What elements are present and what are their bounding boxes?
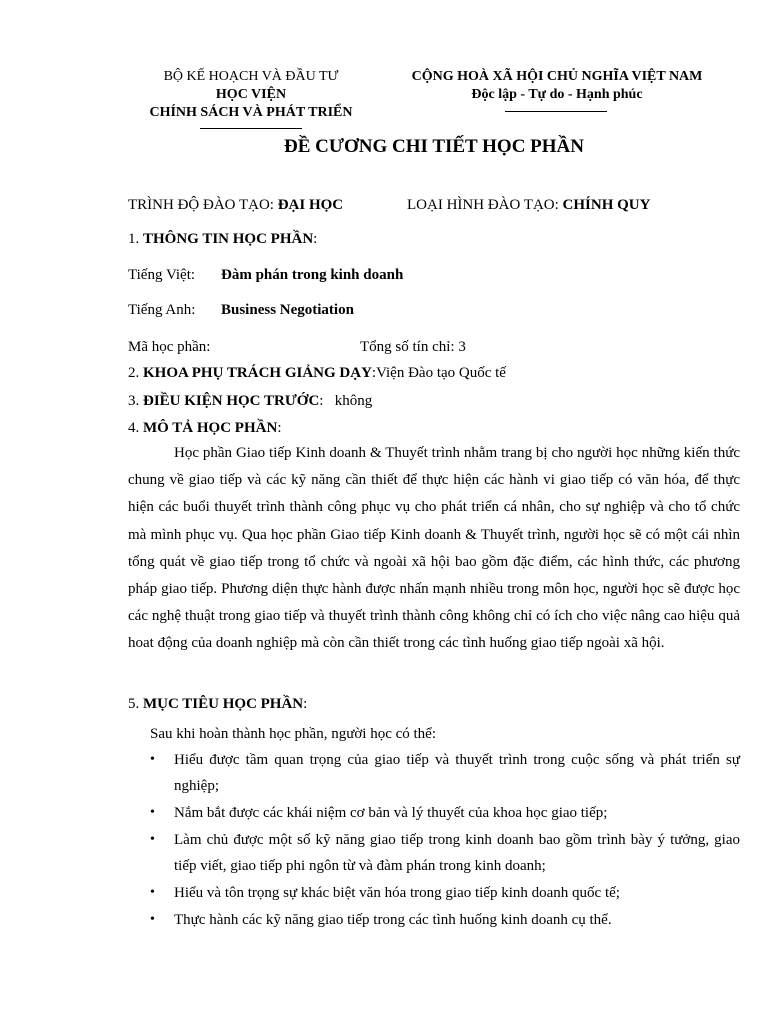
section1-heading [128, 228, 317, 250]
bullet-icon: • [150, 885, 155, 900]
ministry-name: BỘ KẾ HOẠCH VÀ ĐẦU TƯ [163, 69, 339, 84]
header-republic [390, 68, 724, 104]
section5-number: 5. [128, 696, 143, 712]
section1-title: THÔNG TIN HỌC PHẦN [143, 231, 314, 247]
section2-title: KHOA PHỤ TRÁCH GIẢNG DẠY [143, 365, 372, 381]
republic-name: CỘNG HOÀ XÃ HỘI CHỦ NGHĨA VIỆT NAM [411, 69, 703, 84]
section3-number: 3. [128, 393, 143, 409]
en-name-label: Tiếng Anh: [128, 302, 196, 318]
bullet-icon: • [150, 805, 155, 820]
section2-value: :Viện Đào tạo Quốc tế [371, 365, 506, 381]
section5-heading [128, 693, 307, 715]
objectives-intro: Sau khi hoàn thành học phần, người học có thể: [150, 726, 437, 742]
course-code-label: Mã học phần: [128, 339, 211, 355]
section4-colon: : [277, 420, 282, 436]
bullet-icon: • [150, 912, 155, 927]
course-description: Học phần Giao tiếp Kinh doanh & Thuyết trình nhằm trang bị cho người học những kiến thức chung về giao tiếp và các kỹ năng cần thiết để thực hiện các hành vi giao tiếp có văn hóa, để thực hiện các buổi thuyết trình thành công phục vụ cho phát triển cá nhân, cho sự nghiệp và cho tổ chức mà mình phục vụ. Qua học phần Giao tiếp Kinh doanh & Thuyết trình, người học sẽ có một cái nhìn tổng quát về giao tiếp trong tổ chức và ngoài xã hội bao gồm đặc điểm, các hình thức, các phương pháp giao tiếp. Phương diện thực hành được nhấn mạnh nhiều trong môn học, người học sẽ được học các nghệ thuật trong giao tiếp và thuyết trình thành công không chỉ có ích cho việc nâng cao hiệu quả hoat động của doanh nghiệp mà còn cần thiết trong các tình huống giao tiếp ngoài xã hội. [128, 445, 740, 652]
training-type-value: CHÍNH QUY [562, 197, 651, 213]
vn-name-label: Tiếng Việt: [128, 267, 196, 283]
training-level-label: TRÌNH ĐỘ ĐÀO TẠO: [128, 197, 278, 213]
section1-colon: : [313, 231, 318, 247]
section2-number: 2. [128, 365, 143, 381]
objective-text: Hiểu và tôn trọng sự khác biệt văn hóa trong giao tiếp kinh doanh quốc tế; [174, 885, 620, 901]
objective-text: Nắm bắt được các khái niệm cơ bản và lý thuyết của khoa học giao tiếp; [174, 805, 608, 821]
objective-item [150, 907, 740, 933]
section4-number: 4. [128, 420, 143, 436]
objective-item [150, 880, 740, 906]
training-type [407, 194, 650, 216]
header-right-divider [505, 111, 607, 112]
objective-text: Hiểu được tầm quan trọng của giao tiếp và thuyết trình trong cuộc sống và phát triển sự nghiệp; [174, 752, 740, 794]
section3-title: ĐIỀU KIỆN HỌC TRƯỚC [143, 393, 320, 409]
objective-item [150, 747, 740, 799]
document-title: ĐỀ CƯƠNG CHI TIẾT HỌC PHẦN [284, 136, 584, 157]
course-objectives [150, 722, 740, 933]
objectives-list [150, 747, 740, 933]
header-ministry [128, 68, 374, 122]
section1-number: 1. [128, 231, 143, 247]
institute-line1: HỌC VIỆN [215, 87, 287, 102]
bullet-icon: • [150, 752, 155, 767]
bullet-icon: • [150, 832, 155, 847]
objective-item [150, 800, 740, 826]
total-credits: Tổng số tín chỉ: 3 [360, 339, 466, 355]
section3-value: : không [319, 393, 373, 409]
section3-heading [128, 390, 372, 412]
section5-title: MỤC TIÊU HỌC PHẦN [143, 696, 304, 712]
header-left-divider [200, 128, 302, 129]
section4-title: MÔ TẢ HỌC PHẦN [143, 420, 278, 436]
en-name-value: Business Negotiation [221, 302, 354, 318]
objective-text: Thực hành các kỹ năng giao tiếp trong các tình huống kinh doanh cụ thể. [174, 912, 612, 928]
section5-colon: : [303, 696, 308, 712]
republic-motto: Độc lập - Tự do - Hạnh phúc [471, 87, 643, 102]
section4-heading [128, 417, 281, 439]
section2-heading [128, 362, 506, 384]
objective-item [150, 827, 740, 879]
institute-line2: CHÍNH SÁCH VÀ PHÁT TRIỂN [149, 105, 353, 120]
vn-name-value: Đàm phán trong kinh doanh [221, 267, 404, 283]
training-type-label: LOẠI HÌNH ĐÀO TẠO: [407, 197, 563, 213]
objective-text: Làm chủ được một số kỹ năng giao tiếp trong kinh doanh bao gồm trình bày ý tưởng, giao tiếp viết, giao tiếp phi ngôn từ và đàm phán trong kinh doanh; [174, 832, 740, 874]
training-level-value: ĐẠI HỌC [277, 197, 344, 213]
training-level [128, 194, 343, 216]
